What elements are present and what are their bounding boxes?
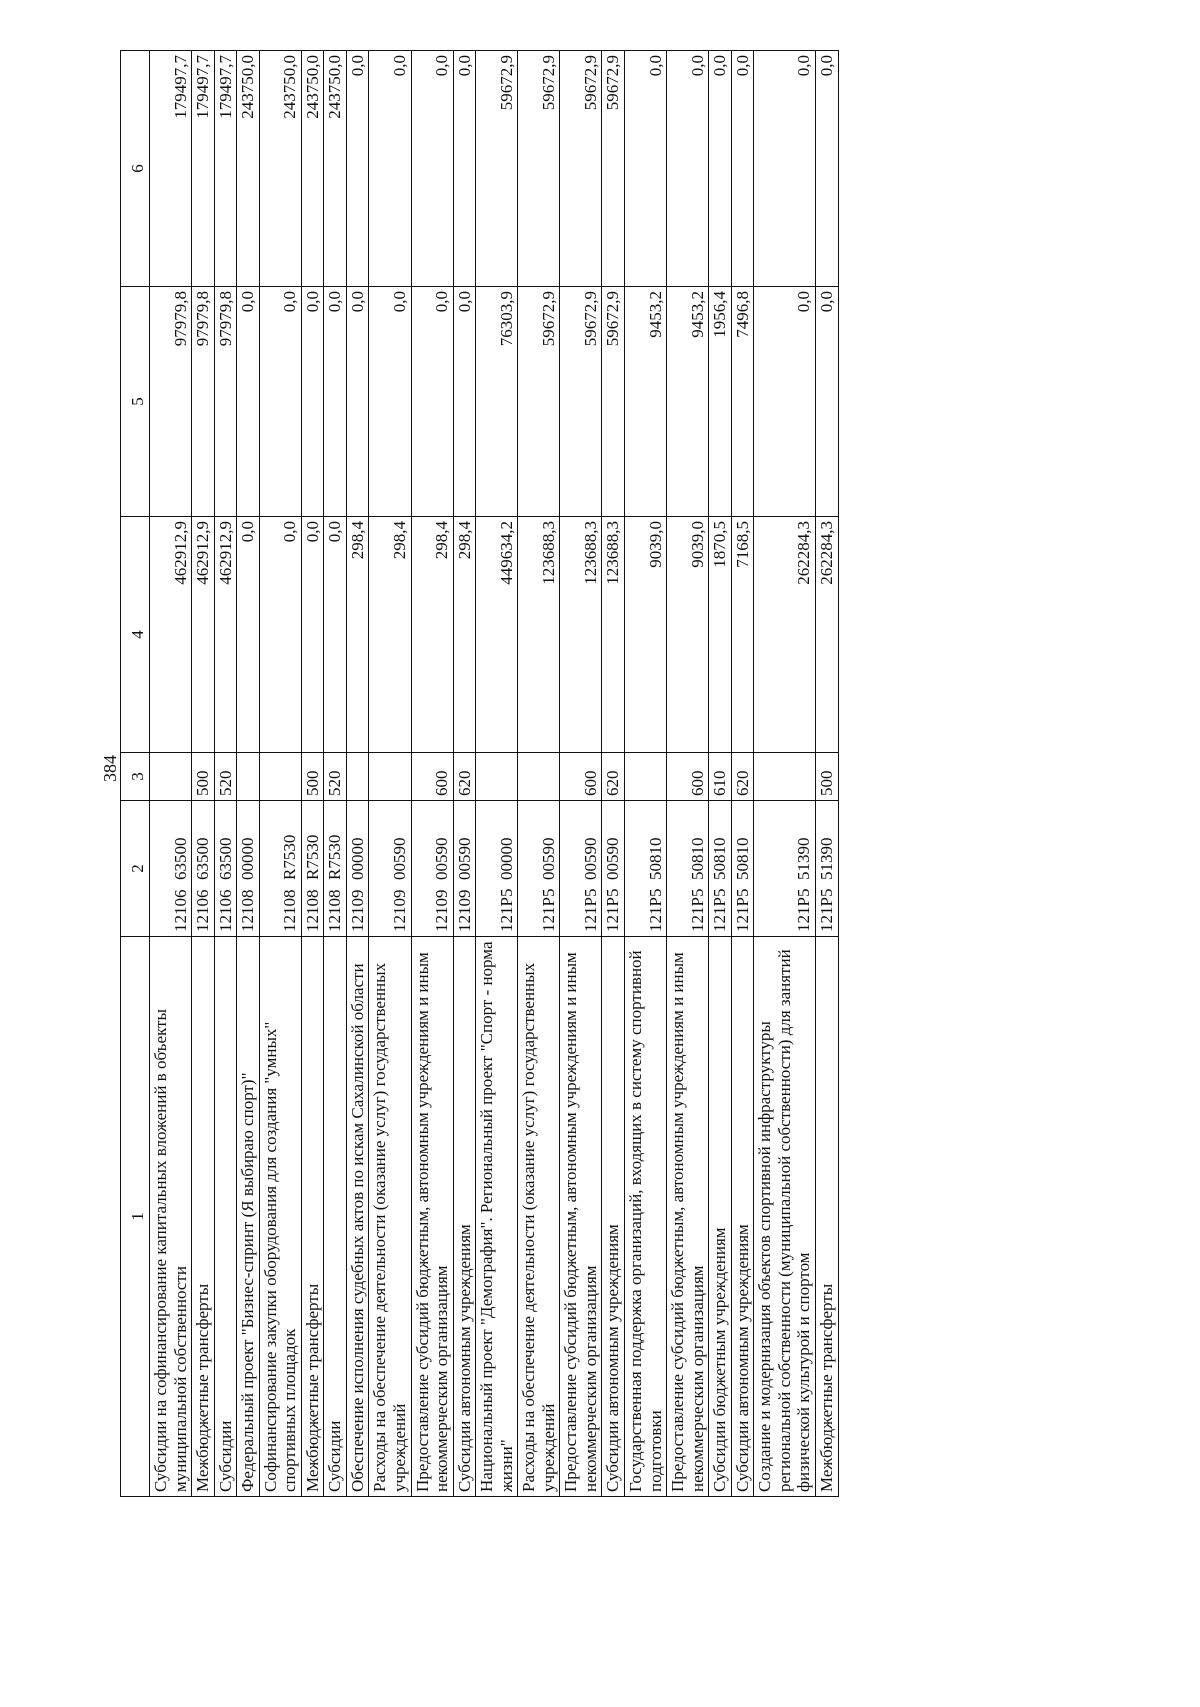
row-amount-col5: 9453,2 [625,287,667,517]
row-amount-col6: 59672,9 [518,51,560,287]
row-amount-col4: 123688,3 [602,517,625,753]
row-name: Субсидии автономным учреждениям [453,937,476,1497]
row-amount-col4: 1870,5 [709,517,732,753]
code-program: 121P5 [496,888,516,932]
row-name: Государственная поддержка организаций, входящих в систему спортивной подготовки [625,937,667,1497]
row-amount-col5: 0,0 [259,287,301,517]
code-program: 12108 [238,889,258,932]
row-target-code [667,801,709,937]
row-expense-type: 620 [602,753,625,801]
row-amount-col6: 243750,0 [237,51,260,287]
row-amount-col5: 59672,9 [560,287,602,517]
row-amount-col6: 0,0 [346,51,369,287]
row-expense-type [369,753,411,801]
code-program: 121P5 [816,888,836,932]
code-direction: 63500 [170,837,190,880]
row-target-code [518,801,560,937]
code-direction: 00000 [347,837,367,880]
row-name: Предоставление субсидий бюджетным, автономным учреждениям и иным некоммерческим организациям [560,937,602,1497]
row-expense-type: 600 [411,753,453,801]
row-expense-type [476,753,518,801]
table-row [602,51,625,1497]
row-name: Межбюджетные трансферты [815,937,838,1497]
header-col-6: 6 [121,51,150,287]
row-amount-col5: 97979,8 [214,287,237,517]
code-direction: 63500 [193,837,213,880]
row-amount-col5: 0,0 [453,287,476,517]
row-amount-col5: 0,0 [346,287,369,517]
row-amount-col4: 298,4 [411,517,453,753]
code-program: 121P5 [732,888,752,932]
row-target-code [602,801,625,937]
code-direction: 00590 [432,837,452,880]
code-direction: 51390 [816,837,836,880]
row-expense-type: 500 [301,753,324,801]
row-amount-col5: 1956,4 [709,287,732,517]
table-row [150,51,192,1497]
row-amount-col5: 7496,8 [731,287,754,517]
row-amount-col4: 298,4 [369,517,411,753]
row-amount-col6: 0,0 [625,51,667,287]
row-amount-col4: 298,4 [453,517,476,753]
table-row [192,51,215,1497]
row-target-code [237,801,260,937]
code-direction: 00590 [454,837,474,880]
table-row [259,51,301,1497]
code-program: 12109 [432,889,452,932]
row-amount-col4: 123688,3 [518,517,560,753]
row-expense-type [518,753,560,801]
row-amount-col6: 243750,0 [259,51,301,287]
row-amount-col4: 9039,0 [625,517,667,753]
table-row [476,51,518,1497]
code-program: 12108 [280,889,300,932]
code-program: 121P5 [687,888,707,932]
row-expense-type: 500 [192,753,215,801]
row-target-code [453,801,476,937]
row-amount-col6: 0,0 [731,51,754,287]
row-target-code [150,801,192,937]
code-program: 12108 [302,889,322,932]
row-amount-col6: 179497,7 [192,51,215,287]
row-amount-col6: 59672,9 [476,51,518,287]
row-amount-col6: 243750,0 [324,51,347,287]
table-row [815,51,838,1497]
row-target-code [411,801,453,937]
row-amount-col5: 76303,9 [476,287,518,517]
header-col-1: 1 [121,937,150,1497]
row-expense-type [346,753,369,801]
row-amount-col5: 97979,8 [192,287,215,517]
code-direction: 51390 [794,837,814,880]
row-target-code [369,801,411,937]
row-expense-type: 520 [324,753,347,801]
row-amount-col5: 0,0 [411,287,453,517]
table-row [411,51,453,1497]
row-name: Расходы на обеспечение деятельности (оказание услуг) государственных учреждений [369,937,411,1497]
row-expense-type: 620 [453,753,476,801]
row-amount-col6: 0,0 [411,51,453,287]
row-expense-type: 610 [709,753,732,801]
table-row [237,51,260,1497]
rotated-table-wrapper [120,51,839,1497]
row-amount-col5: 0,0 [324,287,347,517]
row-target-code [625,801,667,937]
row-expense-type [754,753,816,801]
row-amount-col4: 449634,2 [476,517,518,753]
table-row [453,51,476,1497]
code-program: 121P5 [538,888,558,932]
code-direction: 00590 [580,837,600,880]
row-target-code [476,801,518,937]
row-amount-col5: 59672,9 [518,287,560,517]
row-amount-col6: 0,0 [369,51,411,287]
row-expense-type [150,753,192,801]
row-target-code [731,801,754,937]
code-direction: R7530 [280,834,300,880]
row-name: Национальный проект "Демография". Региональный проект "Спорт - норма жизни" [476,937,518,1497]
code-direction: 50810 [710,837,730,880]
code-program: 12106 [215,889,235,932]
row-name: Межбюджетные трансферты [192,937,215,1497]
row-expense-type: 600 [560,753,602,801]
row-amount-col4: 262284,3 [815,517,838,753]
row-amount-col5: 0,0 [754,287,816,517]
budget-table [120,50,839,1497]
header-col-5: 5 [121,287,150,517]
code-direction: 00000 [238,837,258,880]
code-program: 12109 [390,889,410,932]
row-amount-col4: 462912,9 [214,517,237,753]
table-row [369,51,411,1497]
row-amount-col4: 9039,0 [667,517,709,753]
code-direction: 00590 [603,837,623,880]
table-body [150,51,839,1497]
row-name: Федеральный проект "Бизнес-спринт (Я выбираю спорт)" [237,937,260,1497]
header-col-4: 4 [121,517,150,753]
code-direction: 50810 [645,837,665,880]
row-amount-col6: 179497,7 [150,51,192,287]
table-header-row [121,51,150,1497]
table-row [709,51,732,1497]
row-expense-type: 500 [815,753,838,801]
row-name: Обеспечение исполнения судебных актов по искам Сахалинской области [346,937,369,1497]
row-name: Субсидии на софинансирование капитальных вложений в объекты муниципальной собственности [150,937,192,1497]
row-expense-type: 520 [214,753,237,801]
table-row [346,51,369,1497]
row-name: Субсидии автономным учреждениям [731,937,754,1497]
row-target-code [301,801,324,937]
code-program: 12108 [325,889,345,932]
code-direction: 50810 [687,837,707,880]
row-target-code [346,801,369,937]
row-target-code [192,801,215,937]
code-program: 12109 [347,889,367,932]
row-amount-col4: 0,0 [324,517,347,753]
code-direction: 50810 [732,837,752,880]
row-amount-col4: 0,0 [259,517,301,753]
row-amount-col4: 0,0 [301,517,324,753]
row-name: Создание и модернизация объектов спортивной инфраструктуры региональной собственности (муниципальной собственности) для занятий физической культурой и спортом [754,937,816,1497]
row-target-code [709,801,732,937]
row-amount-col6: 0,0 [815,51,838,287]
row-target-code [259,801,301,937]
row-amount-col5: 0,0 [369,287,411,517]
code-program: 121P5 [645,888,665,932]
code-program: 121P5 [603,888,623,932]
table-row [324,51,347,1497]
table-row [754,51,816,1497]
row-target-code [754,801,816,937]
row-amount-col4: 262284,3 [754,517,816,753]
code-direction: 00590 [390,837,410,880]
row-amount-col5: 0,0 [237,287,260,517]
code-program: 12106 [170,889,190,932]
row-target-code [214,801,237,937]
table-row [301,51,324,1497]
table-row [518,51,560,1497]
code-direction: 00000 [496,837,516,880]
row-name: Предоставление субсидий бюджетным, автономным учреждениям и иным некоммерческим организациям [667,937,709,1497]
row-amount-col5: 9453,2 [667,287,709,517]
row-amount-col5: 0,0 [815,287,838,517]
row-name: Предоставление субсидий бюджетным, автономным учреждениям и иным некоммерческим организациям [411,937,453,1497]
row-amount-col6: 243750,0 [301,51,324,287]
header-col-2: 2 [121,801,150,937]
table-row [667,51,709,1497]
row-name: Субсидии [214,937,237,1497]
row-amount-col4: 298,4 [346,517,369,753]
code-direction: 00590 [538,837,558,880]
row-expense-type [237,753,260,801]
row-name: Субсидии бюджетным учреждениям [709,937,732,1497]
code-program: 12106 [193,889,213,932]
code-program: 12109 [454,889,474,932]
row-name: Расходы на обеспечение деятельности (оказание услуг) государственных учреждений [518,937,560,1497]
row-name: Субсидии автономным учреждениям [602,937,625,1497]
row-amount-col6: 0,0 [453,51,476,287]
row-amount-col6: 0,0 [754,51,816,287]
table-row [731,51,754,1497]
code-direction: 63500 [215,837,235,880]
page-number: 384 [100,755,120,782]
row-name: Субсидии [324,937,347,1497]
table-row [625,51,667,1497]
code-program: 121P5 [794,888,814,932]
row-expense-type [625,753,667,801]
row-name: Софинансирование закупки оборудования для создания "умных" спортивных площадок [259,937,301,1497]
row-amount-col5: 97979,8 [150,287,192,517]
code-program: 121P5 [710,888,730,932]
row-amount-col5: 59672,9 [602,287,625,517]
header-col-3: 3 [121,753,150,801]
row-amount-col6: 0,0 [709,51,732,287]
row-expense-type [259,753,301,801]
table-row [560,51,602,1497]
row-target-code [815,801,838,937]
row-expense-type: 600 [667,753,709,801]
row-amount-col4: 123688,3 [560,517,602,753]
row-amount-col6: 59672,9 [602,51,625,287]
row-amount-col5: 0,0 [301,287,324,517]
row-target-code [560,801,602,937]
row-target-code [324,801,347,937]
row-amount-col6: 59672,9 [560,51,602,287]
row-amount-col4: 462912,9 [150,517,192,753]
row-amount-col4: 0,0 [237,517,260,753]
row-amount-col4: 7168,5 [731,517,754,753]
row-name: Межбюджетные трансферты [301,937,324,1497]
code-direction: R7530 [325,834,345,880]
row-amount-col6: 179497,7 [214,51,237,287]
table-row [214,51,237,1497]
code-program: 121P5 [580,888,600,932]
row-amount-col6: 0,0 [667,51,709,287]
row-amount-col4: 462912,9 [192,517,215,753]
row-expense-type: 620 [731,753,754,801]
code-direction: R7530 [302,834,322,880]
